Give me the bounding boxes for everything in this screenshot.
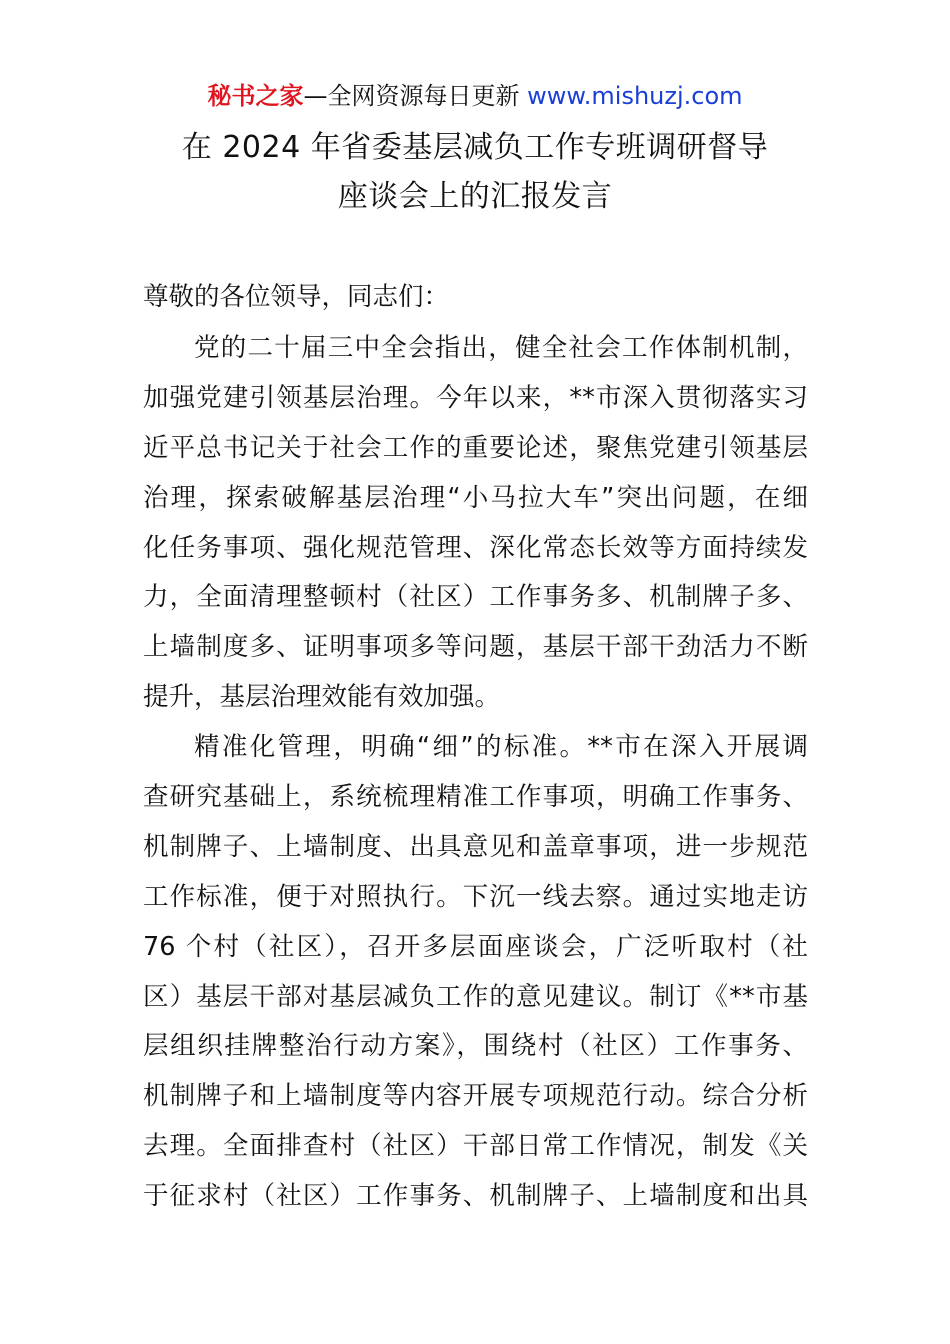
salutation: 尊敬的各位领导，同志们：: [143, 282, 450, 312]
body-line: 机制牌子、上墙制度、出具意见和盖章事项，进一步规范: [143, 831, 808, 862]
body-line: 力，全面清理整顿村（社区）工作事务多、机制牌子多、: [143, 582, 808, 613]
site-url-link[interactable]: www.mishuzj.com: [527, 82, 743, 110]
body-line: 党的二十届三中全会指出，健全社会工作体制机制，: [194, 333, 808, 363]
body-line: 近平总书记关于社会工作的重要论述，聚焦党建引领基层: [143, 432, 808, 463]
body-line: 去理。全面排查村（社区）干部日常工作情况，制发《关: [143, 1131, 808, 1162]
body-line: 提升，基层治理效能有效加强。: [143, 682, 501, 713]
body-line: 精准化管理，明确“细”的标准。**市在深入开展调: [194, 732, 808, 763]
document-title-line-1: 在 2024 年省委基层减负工作专班调研督导: [181, 130, 769, 165]
body-line: 查研究基础上，系统梳理精准工作事项，明确工作事务、: [143, 782, 808, 813]
body-line: 上墙制度多、证明事项多等问题，基层干部干劲活力不断: [143, 632, 808, 663]
body-line: 于征求村（社区）工作事务、机制牌子、上墙制度和出具: [143, 1181, 808, 1212]
body-line: 区）基层干部对基层减负工作的意见建议。制订《**市基: [143, 981, 808, 1012]
document-title-line-2: 座谈会上的汇报发言: [337, 179, 613, 214]
document-body: [143, 324, 808, 1222]
body-line: 化任务事项、强化规范管理、深化常态长效等方面持续发: [143, 532, 808, 563]
body-line: 76 个村（社区），召开多层面座谈会，广泛听取村（社: [143, 931, 808, 962]
body-line: 层组织挂牌整治行动方案》，围绕村（社区）工作事务、: [143, 1031, 808, 1062]
body-line: 治理，探索破解基层治理“小马拉大车”突出问题，在细: [143, 482, 808, 513]
body-line: 机制牌子和上墙制度等内容开展专项规范行动。综合分析: [143, 1081, 808, 1112]
site-tagline: —全网资源每日更新: [303, 82, 520, 110]
site-header: [0, 78, 950, 114]
body-line: 加强党建引领基层治理。今年以来，**市深入贯彻落实习: [143, 382, 808, 413]
body-line: 工作标准，便于对照执行。下沉一线去察。通过实地走访: [143, 881, 808, 912]
site-brand: 秘书之家: [207, 82, 304, 110]
